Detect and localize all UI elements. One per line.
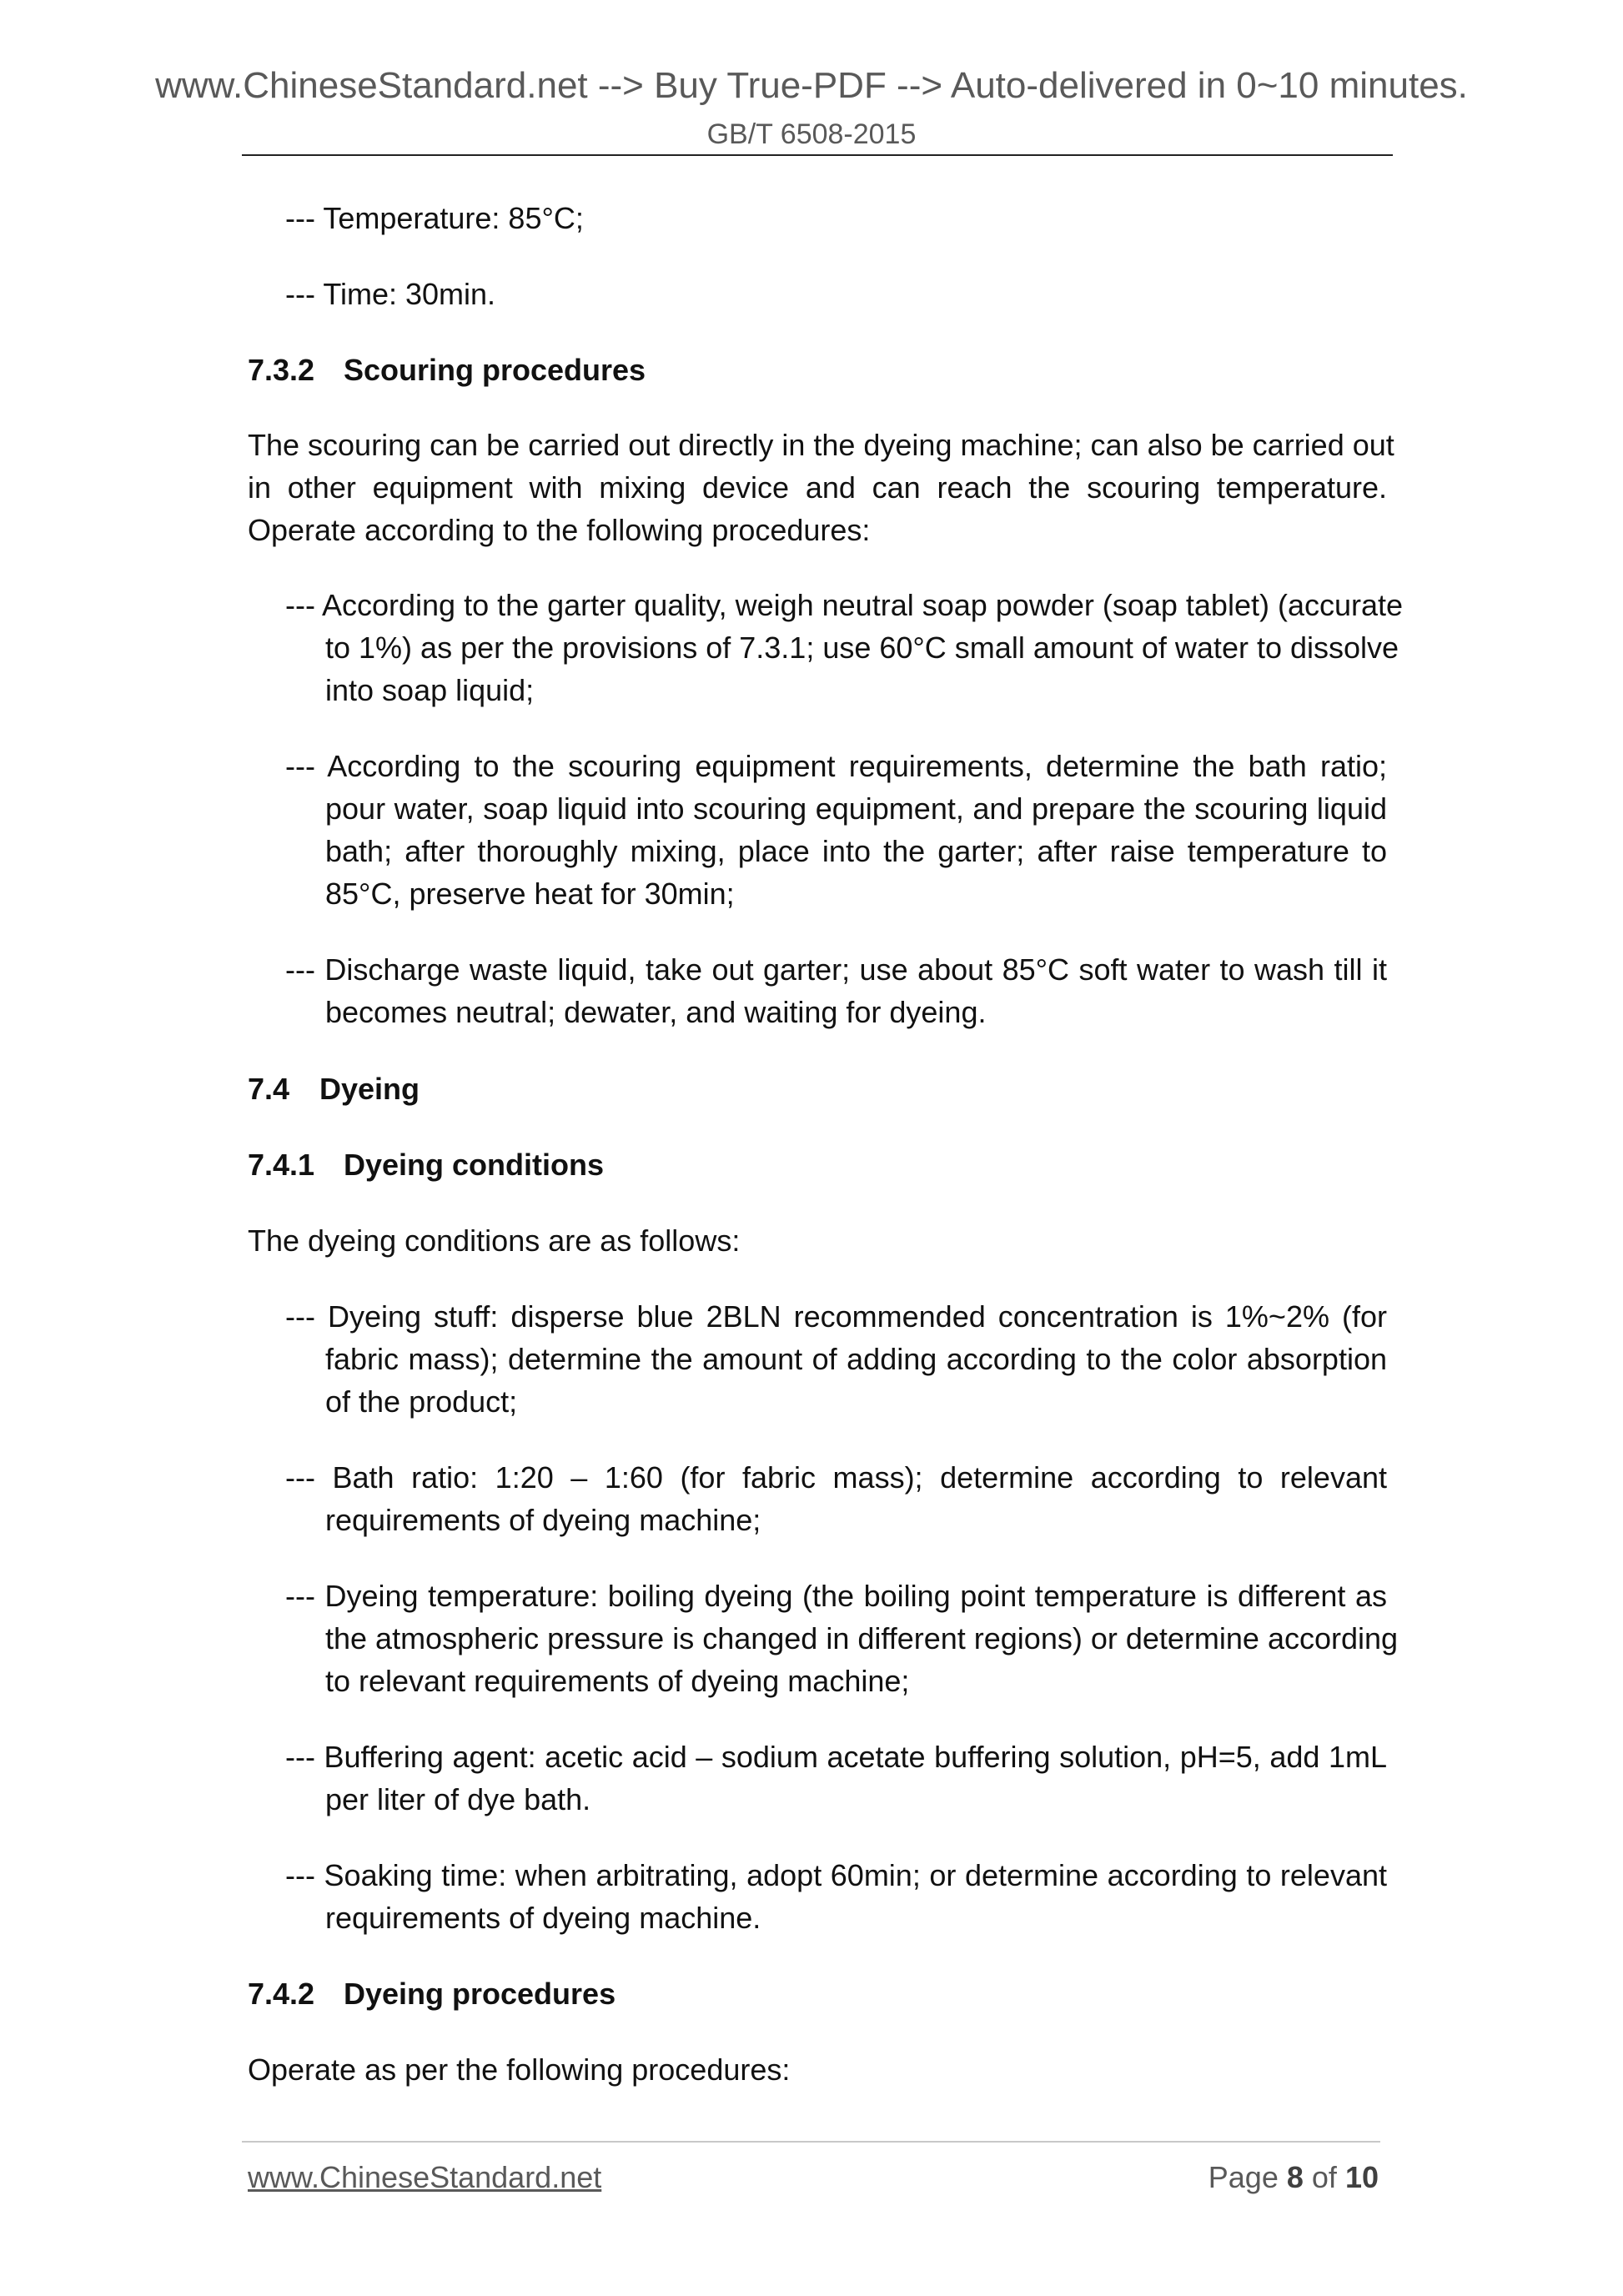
list-item-line: requirements of dyeing machine. bbox=[325, 1901, 761, 1935]
list-item-line: fabric mass); determine the amount of adding according to the color absorption bbox=[325, 1342, 1387, 1376]
section-number: 7.4.1 bbox=[248, 1148, 315, 1182]
list-item-line: bath; after thoroughly mixing, place into the garter; after raise temperature to bbox=[325, 834, 1387, 868]
paragraph-line: The dyeing conditions are as follows: bbox=[248, 1223, 741, 1258]
section-heading-7-4-2 bbox=[248, 1972, 616, 2016]
paragraph-line: in other equipment with mixing device and can reach the scouring temperature. bbox=[248, 470, 1387, 505]
list-item-line: --- Dyeing stuff: disperse blue 2BLN recommended concentration is 1%~2% (for bbox=[285, 1299, 1387, 1334]
section-title: Dyeing bbox=[319, 1072, 420, 1106]
footer-divider bbox=[242, 2141, 1380, 2143]
list-item-line: --- Discharge waste liquid, take out garter; use about 85°C soft water to wash till it bbox=[285, 952, 1387, 987]
section-number: 7.3.2 bbox=[248, 353, 315, 387]
section-heading-7-4 bbox=[248, 1068, 420, 1111]
section-title: Scouring procedures bbox=[344, 353, 646, 387]
section-heading-7-3-2 bbox=[248, 349, 646, 392]
paragraph-line: The scouring can be carried out directly in the dyeing machine; can also be carried out bbox=[248, 428, 1394, 462]
header-divider bbox=[242, 154, 1393, 156]
section-number: 7.4 bbox=[248, 1072, 290, 1106]
list-item-line: --- Soaking time: when arbitrating, adopt 60min; or determine according to relevant bbox=[285, 1858, 1387, 1892]
list-item-line: --- According to the scouring equipment requirements, determine the bath ratio; bbox=[285, 749, 1387, 783]
list-item-line: of the product; bbox=[325, 1384, 518, 1419]
condition-temperature: --- Temperature: 85°C; bbox=[285, 201, 584, 235]
page-current: 8 bbox=[1286, 2160, 1304, 2194]
list-item-line: --- According to the garter quality, weigh neutral soap powder (soap tablet) (accurate bbox=[285, 588, 1404, 622]
list-item-line: to 1%) as per the provisions of 7.3.1; use 60°C small amount of water to dissolve bbox=[325, 631, 1399, 665]
document-id: GB/T 6508-2015 bbox=[706, 118, 917, 150]
list-item-line: becomes neutral; dewater, and waiting for dyeing. bbox=[325, 995, 987, 1029]
list-item-line: --- Bath ratio: 1:20 – 1:60 (for fabric mass); determine according to relevant bbox=[285, 1460, 1387, 1495]
header-banner: www.ChineseStandard.net --> Buy True-PDF --> Auto-delivered in 0~10 minutes. bbox=[155, 65, 1468, 106]
list-item-line: the atmospheric pressure is changed in different regions) or determine according bbox=[325, 1621, 1399, 1655]
list-item-line: --- Buffering agent: acetic acid – sodium acetate buffering solution, pH=5, add 1mL bbox=[285, 1740, 1387, 1774]
list-item-line: pour water, soap liquid into scouring equipment, and prepare the scouring liquid bbox=[325, 791, 1387, 826]
page-of: of bbox=[1311, 2160, 1337, 2194]
section-title: Dyeing conditions bbox=[344, 1148, 605, 1182]
page-number bbox=[1208, 2160, 1379, 2195]
paragraph-line: Operate according to the following procedures: bbox=[248, 513, 871, 547]
list-item-line: --- Dyeing temperature: boiling dyeing (the boiling point temperature is different as bbox=[285, 1579, 1387, 1613]
condition-time: --- Time: 30min. bbox=[285, 277, 496, 311]
footer-website-link[interactable]: www.ChineseStandard.net bbox=[248, 2160, 602, 2194]
list-item-line: to relevant requirements of dyeing machine; bbox=[325, 1664, 910, 1698]
page-total: 10 bbox=[1344, 2160, 1379, 2194]
section-number: 7.4.2 bbox=[248, 1977, 315, 2011]
list-item-line: 85°C, preserve heat for 30min; bbox=[325, 877, 735, 911]
list-item-line: per liter of dye bath. bbox=[325, 1782, 591, 1816]
paragraph-line: Operate as per the following procedures: bbox=[248, 2052, 791, 2087]
section-title: Dyeing procedures bbox=[344, 1977, 616, 2011]
section-heading-7-4-1 bbox=[248, 1143, 604, 1187]
list-item-line: requirements of dyeing machine; bbox=[325, 1503, 761, 1537]
list-item-line: into soap liquid; bbox=[325, 673, 535, 707]
page-word: Page bbox=[1208, 2160, 1279, 2194]
